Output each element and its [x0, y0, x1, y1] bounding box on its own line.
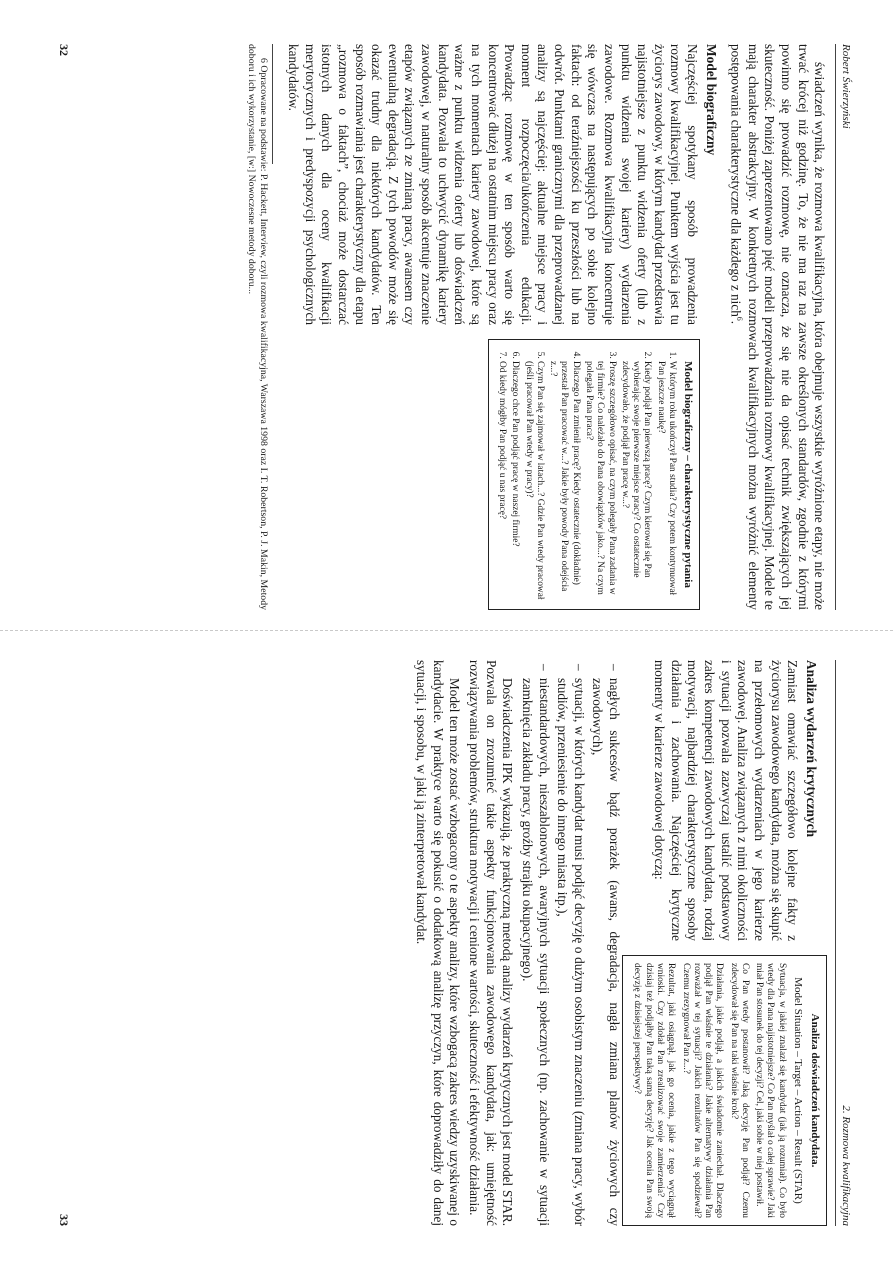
section-row — [622, 660, 827, 1226]
footnote-rule — [272, 44, 273, 164]
critical-moments-list — [518, 660, 622, 1226]
body-text — [648, 660, 828, 941]
question-item: 5. Czym Pan się zajmował w latach...? Gdzie Pan wtedy pracował (jeśli pracował Pan wtedy w pracy)? — [522, 361, 545, 602]
body-paragraph: Zamiast omawiać szczegółowo kolejne fakty z życiorysu zawodowego kandydata, można się skupić na przełomowych wydarzeniach w jego karierze zawodowej. Analiza związanych z nimi okoliczności i sytuacji pozwala zazwyczaj ustalić podstawowy zakres kompetencji zawodowych kandydata, rodzaj motywacji, najbardziej charakterystyczne sposoby działania i zachowania. Najczęściej krytyczne momenty w karierze zawodowej dotyczą: — [652, 660, 801, 941]
page-fold-line — [0, 630, 893, 631]
list-item: – nagłych sukcesów bądź porażek (awans, degradacja, nagła zmiana planów życiowych czy zawodowych), — [589, 678, 622, 1226]
box-paragraph: Rezultat, jaki osiągnął, jak go ocenia, jakie z tego wyciągnął wnioski. Czy zdołał Pan zrealizować swoje zamierzenia? Czy dzisiaj też podjąłby Pan taką samą decyzję? Jak ocenia Pan swoją decyzję z dzisiejszej perspektywy? — [632, 963, 677, 1218]
section-heading: Analiza wydarzeń krytycznych — [804, 660, 820, 838]
footnote-ref: 6 — [735, 316, 745, 321]
question-item: 4. Dlaczego Pan zmienił pracę? Kiedy ostatecznie (dokładnie) przestał Pan pracować w...? Jakie były powody Pana odejścia z...? — [547, 361, 581, 602]
body-paragraph: Model ten może zostać wzbogacony o te aspekty analizy, które wzbogacą zakres wiedzy uzyskiwanej o kandydacie. W praktyce warto się pokusić o dodatkową analizę przyczyn, które doprowadziły do danej sytuacji, i sposobu, w jaki ją zinterpretował kandydat. — [414, 660, 463, 1226]
question-item: 2. Kiedy podjął Pan pierwszą pracę? Czym kierował się Pan wybierając swoje pierwsze miejsce pracy? Co ostatecznie zdecydowało, że podjął Pan pracę w...? — [619, 361, 653, 602]
body-paragraph: Najczęściej spotykany sposób prowadzenia rozmowy kwalifikacyjnej. Punktem wyjścia jest tu życiorys zawodowy, w którym kandydat przedstawia najistotniejsze z punktu widzenia oferty (lub z punktu widzenia swojej kariery) wydarzenia zawodowe. Rozmowa kwalifikacyjna koncentruje się wówczas na następujących po sobie kolejno faktach: od teraźniejszości ku przeszłości lub na odwrót. Punktami granicznymi dla przeprowadzanej analizy są najczęściej: aktualne miejsce pracy i moment rozpoczęcia/ukończenia edukacji. Prowadząc rozmowę w ten sposób warto się koncentrować dłużej na ostatnim miejscu pracy oraz na tych momentach kariery zawodowej, które są ważne z punktu widzenia oferty lub doświadczeń kandydata. Pozwala to uchwycić dynamikę kariery zawodowej, w naturalny sposób akcentuje znaczenie etapów związanych ze zmianą pracy, awansem czy ewentualną degradacją. Z tych powodów może się okazać trudny dla niektórych kandydatów. Ten sposób rozmawiania jest charakterystyczny dla etapu „rozmowa o faktach”, chociaż może dostarczać istotnych danych dla oceny kwalifikacji merytorycznych i predyspozycji psychologicznych kandydatów. — [286, 44, 701, 325]
star-box — [622, 955, 827, 1226]
list-item: – sytuacji, w których kandydat musi podjąć decyzję o dużym osobistym znaczeniu (zmiana pracy, wybór studiów, przeniesienie do innego miasta itp.), — [554, 678, 587, 1226]
questions-box — [488, 339, 700, 610]
box-title: Model biograficzny – charakterystyczne pytania — [682, 361, 695, 588]
intro-text: świadczeń wynika, że rozmowa kwalifikacyjna, która obejmuje wszystkie wyróżnione etapy, nie może trwać krócej niż godzinę. To, że nie ma raz na zawsze określonych standardów, zgodnie z którymi powinno się prowadzić rozmowę, nie oznacza, że się nie da opisać technik zwiększających jej skuteczność. Poniżej zaprezentowano pięć modeli przeprowadzania rozmowy kwalifikacyjnej. Modele te mają charakter abstrakcyjny. W konkretnych rozmowach kwalifikacyjnych można wyróżnić elementy postępowania charakterystyczne dla każdego z nich — [728, 44, 828, 610]
questions-list — [496, 347, 677, 602]
box-paragraph: Co Pan wtedy postanowił? Jaką decyzję Pan podjął? Czemu zdecydował się Pan na taki właśnie krok? — [728, 963, 750, 1218]
section-row — [281, 44, 700, 610]
running-head: 2. Rozmowa kwalifikacyjna — [835, 660, 852, 1226]
running-head: Robert Świerzyński — [835, 44, 852, 610]
section-heading: Model biograficzny — [704, 44, 719, 156]
page-number: 33 — [57, 1214, 72, 1226]
body-text — [281, 44, 700, 325]
question-item: 6. Dlaczego chce Pan podjąć pracę w naszej firmie? — [509, 361, 520, 602]
body-paragraph: Doświadczenia IPK wykazują, że praktyczną metodą analizy wydarzeń krytycznych jest model STAR. Pozwala on zrozumieć takie aspekty funkcjonowania zawodowego kandydata, jak: umiejętność rozwiązywania problemów, struktura motywacji i cenione wartości, skuteczność i efektywność działania. — [467, 660, 516, 1226]
question-item: 7. Od kiedy mógłby Pan podjąć u nas pracę? — [496, 361, 507, 602]
question-item: 3. Proszę szczegółowo opisać, na czym polegały Pana zadania w tej firmie? Co należało do Pana obowiązków jako...? Na czym polegała Pana praca? — [583, 361, 617, 602]
box-subtitle: Model Situation – Target – Action – Result (STAR) — [791, 977, 804, 1204]
page-number: 32 — [57, 44, 72, 56]
footnote: 6 Opracowane na podstawie: P. Hackett, Interview, czyli rozmowa kwalifikacyjna, Warszawa 1998 oraz I. T. Robertson, P. J. Makin, Metody doboru i ich wykorzystanie, [w:] Nowoczesne metody doboru... — [246, 44, 270, 610]
box-paragraph: Działania, jakie podjął, a jakich świadomie zaniechał. Dlaczego podjął Pan właśnie te działania? Jakie alternatywy działania Pan rozważał w tej sytuacji? Jakich rezultatów Pan się spodziewał? Czemu zrezygnował Pan z...? — [680, 963, 725, 1218]
box-paragraph: Sytuacja, w jakiej znalazł się kandydat (jak ją rozumiał). Co było wtedy dla Pana najistotniejsze? Co Pan myślał o całej sprawie? Jaki miał Pan stosunek do tej decyzji? Cel, jaki sobie w niej postawił. — [754, 963, 787, 1218]
intro-paragraph: świadczeń wynika, że rozmowa kwalifikacyjna, która obejmuje wszystkie wyróżnione etapy, nie może trwać krócej niż godzinę. To, że nie ma raz na zawsze określonych standardów, zgodnie z którymi powinno się prowadzić rozmowę, nie oznacza, że się nie da opisać technik zwiększających jej skuteczność. Poniżej zaprezentowano pięć modeli przeprowadzania rozmowy kwalifikacyjnej. Modele te mają charakter abstrakcyjny. W konkretnych rozmowach kwalifikacyjnych można wyróżnić elementy postępowania charakterystyczne dla każdego z nich$^6$. — [728, 44, 828, 610]
page-32 — [57, 44, 852, 610]
box-title: Analiza doświadczeń kandydata. — [809, 1013, 822, 1168]
page-33 — [57, 660, 852, 1226]
list-item: – niestandardowych, nieszablonowych, awaryjnych sytuacji społecznych (np. zachowanie w sytuacji zamknięcia zakładu pracy, groźby strajku okupacyjnego). — [518, 678, 551, 1226]
question-item: 1. W którym roku ukończył Pan studia? Czy potem kontynuował Pan jeszcze naukę? — [654, 361, 677, 602]
